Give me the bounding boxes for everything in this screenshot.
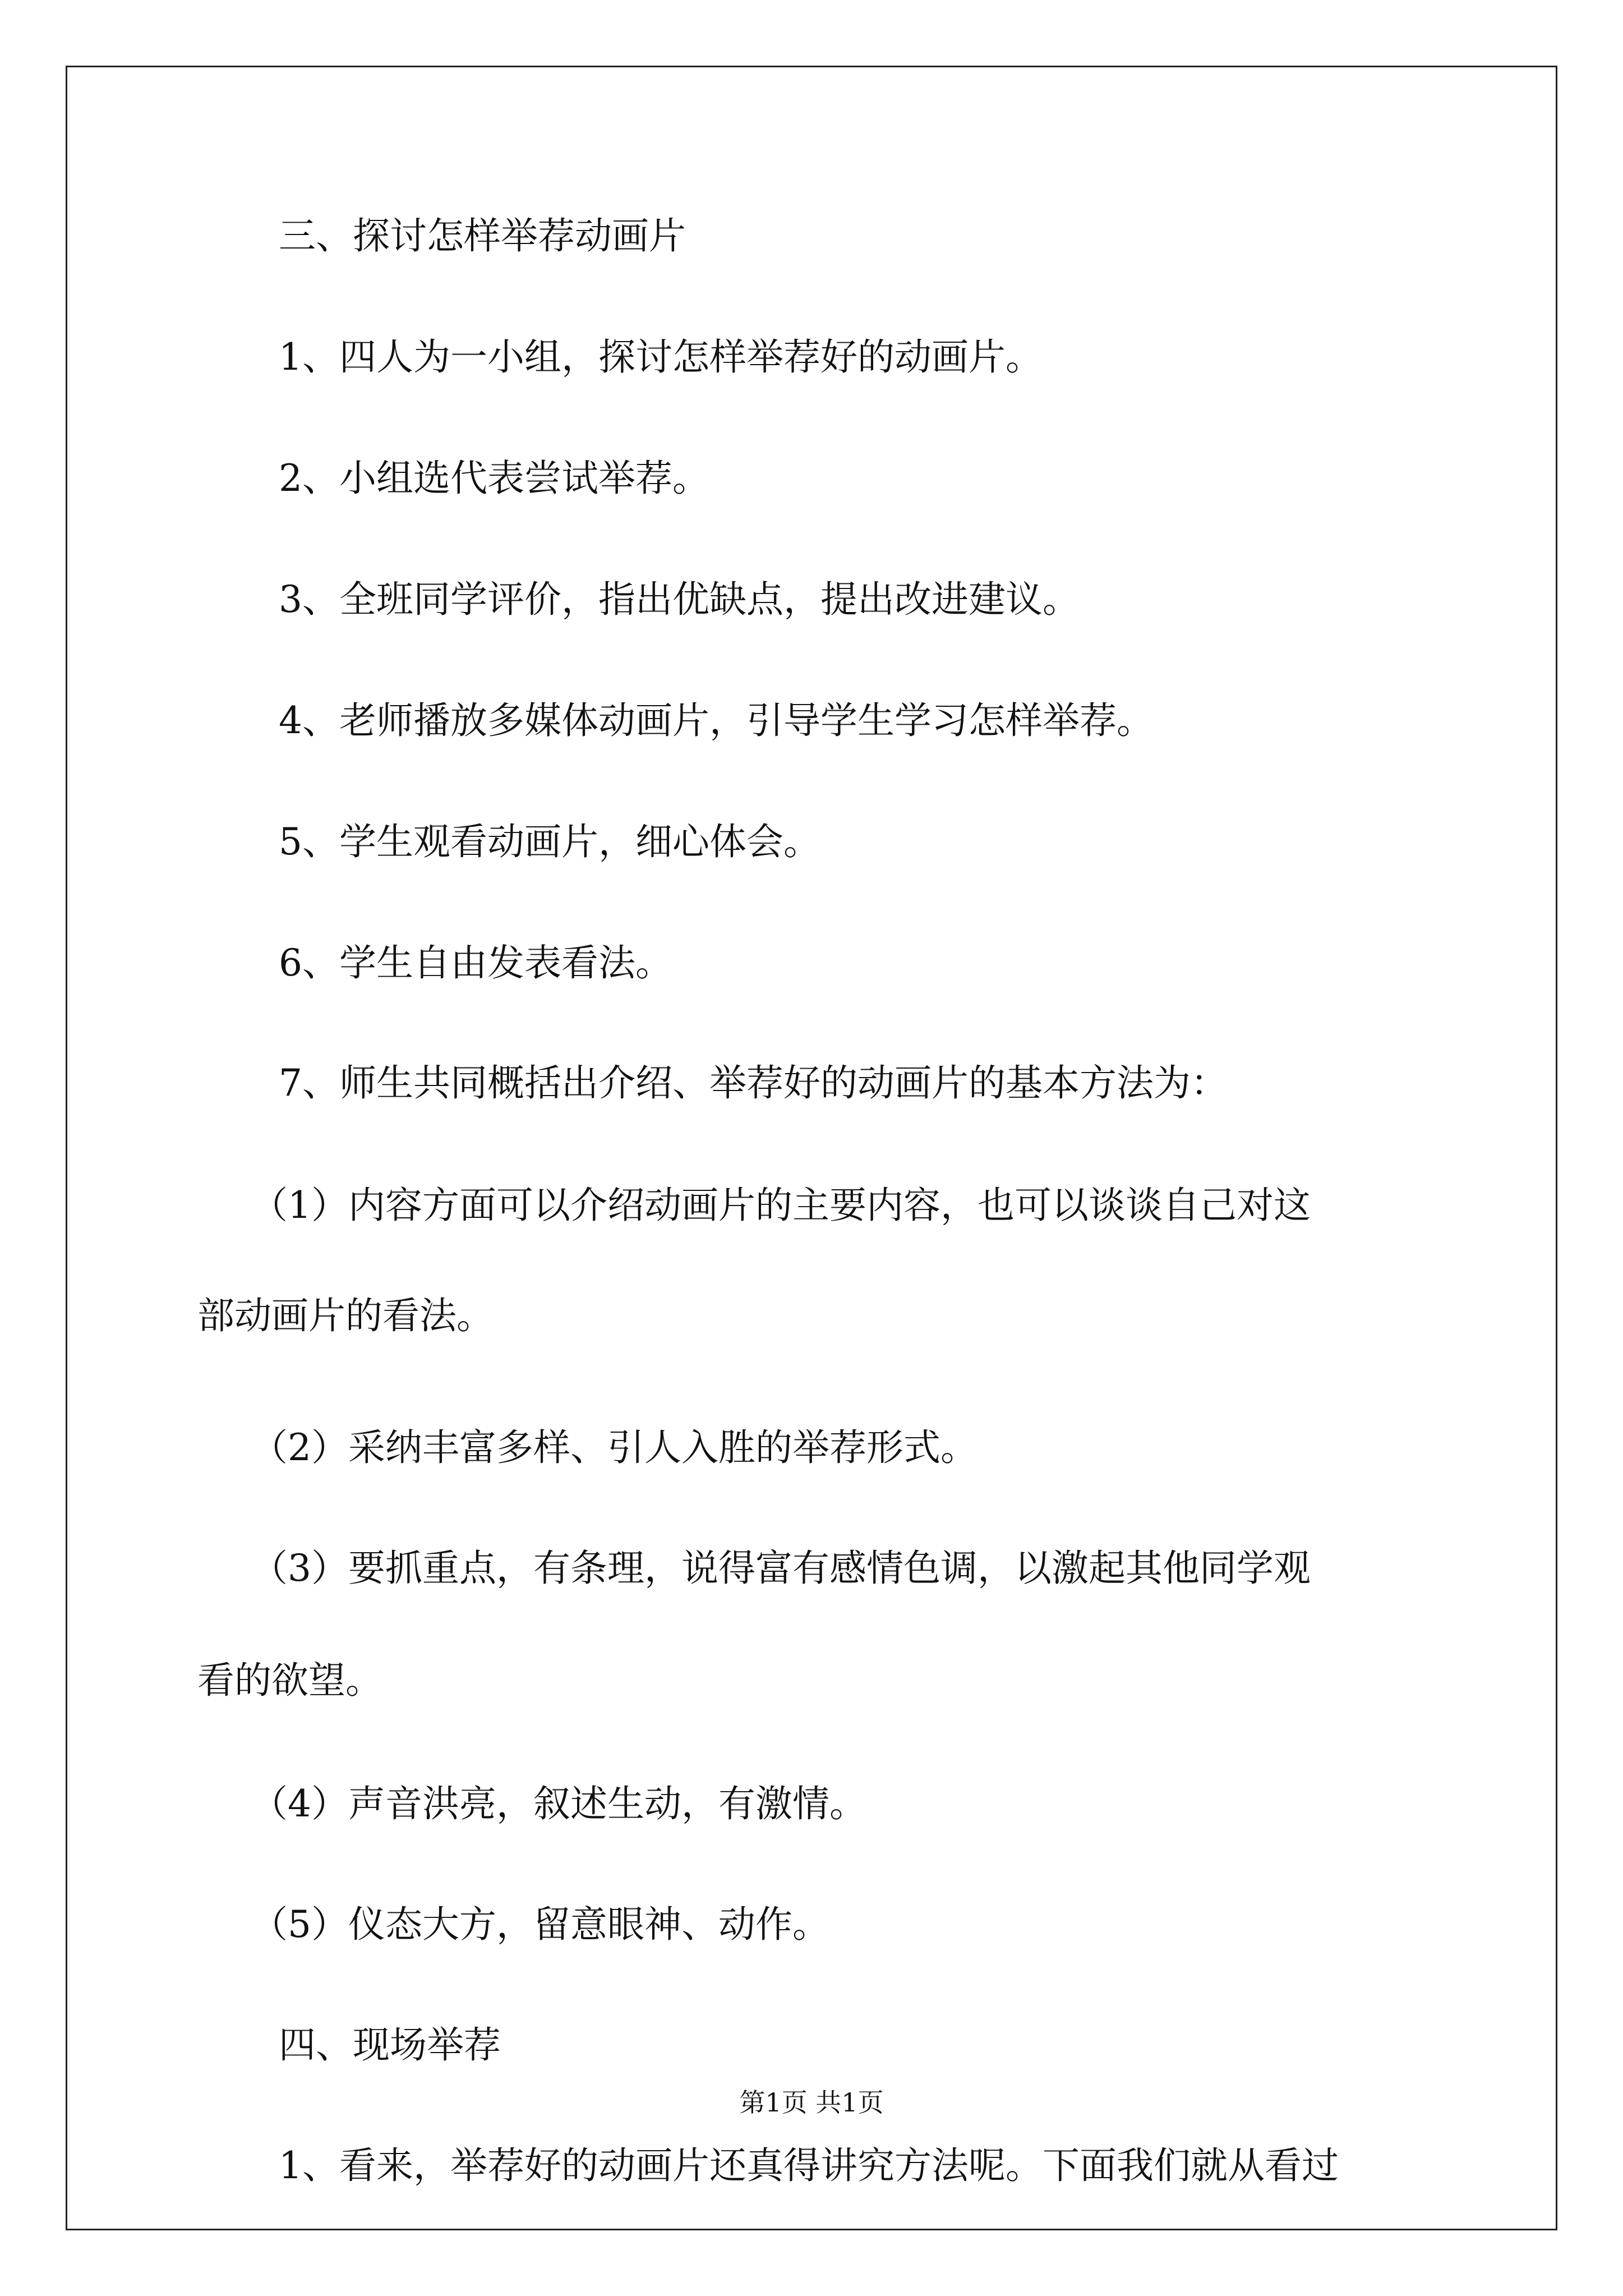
paragraph: （2）采纳丰富多样、引人入胜的举荐形式。 xyxy=(251,1426,978,1469)
paragraph: （1）内容方面可以介绍动画片的主要内容，也可以谈谈自己对这 xyxy=(251,1184,1311,1227)
paragraph: 2、小组选代表尝试举荐。 xyxy=(279,457,709,500)
paragraph: 部动画片的看法。 xyxy=(197,1294,494,1337)
paragraph: 3、全班同学评价，指出优缺点，提出改进建议。 xyxy=(279,578,1080,621)
paragraph: 1、看来，举荐好的动画片还真得讲究方法呢。下面我们就从看过 xyxy=(279,2144,1339,2187)
paragraph: 1、四人为一小组，探讨怎样举荐好的动画片。 xyxy=(279,335,1043,379)
paragraph: 5、学生观看动画片，细心体会。 xyxy=(279,820,820,863)
paragraph: 四、现场举荐 xyxy=(279,2023,501,2067)
paragraph: 看的欲望。 xyxy=(197,1659,382,1702)
page-footer: 第1页 共1页 xyxy=(739,2087,884,2118)
paragraph: 三、探讨怎样举荐动画片 xyxy=(279,214,686,257)
paragraph: 7、师生共同概括出介绍、举荐好的动画片的基本方法为： xyxy=(279,1061,1228,1105)
paragraph: 4、老师播放多媒体动画片，引导学生学习怎样举荐。 xyxy=(279,699,1154,742)
paragraph: （5）仪态大方，留意眼神、动作。 xyxy=(251,1903,829,1946)
paragraph: （4）声音洪亮，叙述生动，有激情。 xyxy=(251,1782,866,1825)
paragraph: （3）要抓重点，有条理，说得富有感情色调，以激起其他同学观 xyxy=(251,1547,1311,1590)
paragraph: 6、学生自由发表看法。 xyxy=(279,941,672,984)
